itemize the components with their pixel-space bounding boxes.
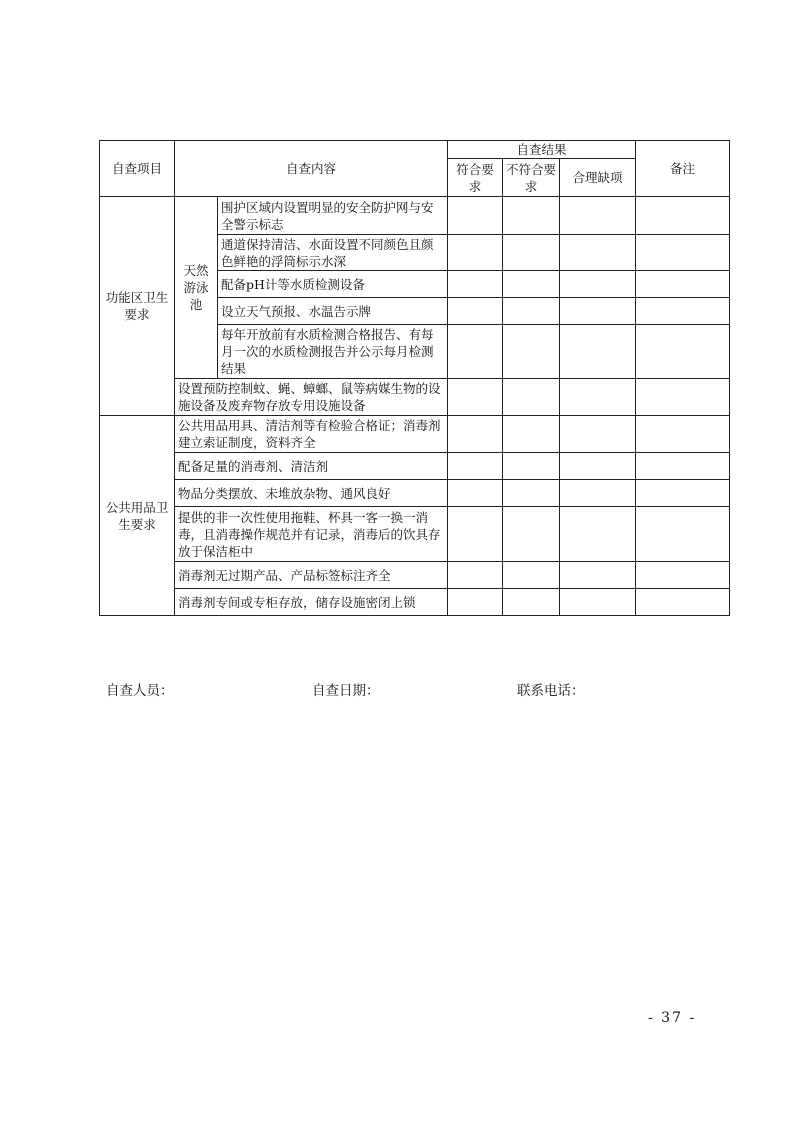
check-item: 通道保持清洁、水面设置不同颜色且颜色鲜艳的浮筒标示水深 (218, 235, 448, 271)
missing-cell[interactable] (560, 453, 636, 480)
conform-cell[interactable] (448, 197, 503, 235)
nonconform-cell[interactable] (503, 271, 560, 298)
check-item: 消毒剂专间或专柜存放，储存设施密闭上锁 (175, 589, 448, 616)
missing-cell[interactable] (560, 416, 636, 453)
conform-cell[interactable] (448, 453, 503, 480)
conform-cell[interactable] (448, 416, 503, 453)
header-content: 自查内容 (175, 141, 448, 197)
remark-cell[interactable] (636, 507, 730, 562)
table-row (100, 480, 730, 507)
nonconform-cell[interactable] (503, 379, 560, 416)
check-item: 公共用品用具、清洁剂等有检验合格证；消毒剂建立索证制度，资料齐全 (175, 416, 448, 453)
check-item: 提供的非一次性使用拖鞋、杯具一客一换一消毒，且消毒操作规范并有记录，消毒后的饮具存放于保洁柜中 (175, 507, 448, 562)
header-result: 自查结果 (448, 141, 636, 159)
header-missing: 合理缺项 (560, 159, 636, 197)
remark-cell[interactable] (636, 453, 730, 480)
table-row (100, 416, 730, 453)
missing-cell[interactable] (560, 507, 636, 562)
remark-cell[interactable] (636, 235, 730, 271)
conform-cell[interactable] (448, 379, 503, 416)
missing-cell[interactable] (560, 325, 636, 379)
table-row (100, 562, 730, 589)
missing-cell[interactable] (560, 235, 636, 271)
conform-cell[interactable] (448, 235, 503, 271)
missing-cell[interactable] (560, 562, 636, 589)
check-item: 每年开放前有水质检测合格报告、有每月一次的水质检测报告并公示每月检测结果 (218, 325, 448, 379)
header-nonconform: 不符合要求 (503, 159, 560, 197)
inspector-label: 自查人员： (106, 683, 174, 699)
nonconform-cell[interactable] (503, 298, 560, 325)
phone-label: 联系电话： (517, 683, 585, 699)
remark-cell[interactable] (636, 589, 730, 616)
conform-cell[interactable] (448, 562, 503, 589)
table-row (100, 589, 730, 616)
header-conform: 符合要求 (448, 159, 503, 197)
missing-cell[interactable] (560, 589, 636, 616)
missing-cell[interactable] (560, 379, 636, 416)
check-item: 物品分类摆放、未堆放杂物、通风良好 (175, 480, 448, 507)
remark-cell[interactable] (636, 271, 730, 298)
page-number: - 37 - (648, 1010, 697, 1026)
check-item: 围护区域内设置明显的安全防护网与安全警示标志 (218, 197, 448, 235)
section-label: 公共用品卫生要求 (100, 416, 175, 616)
conform-cell[interactable] (448, 271, 503, 298)
nonconform-cell[interactable] (503, 507, 560, 562)
missing-cell[interactable] (560, 480, 636, 507)
conform-cell[interactable] (448, 325, 503, 379)
table-row (100, 197, 730, 235)
nonconform-cell[interactable] (503, 197, 560, 235)
check-item: 设置预防控制蚊、蝇、蟑螂、鼠等病媒生物的设施设备及废弃物存放专用设施设备 (175, 379, 448, 416)
remark-cell[interactable] (636, 298, 730, 325)
nonconform-cell[interactable] (503, 453, 560, 480)
date-label: 自查日期： (312, 683, 380, 699)
remark-cell[interactable] (636, 480, 730, 507)
table-row (100, 453, 730, 480)
nonconform-cell[interactable] (503, 589, 560, 616)
missing-cell[interactable] (560, 197, 636, 235)
conform-cell[interactable] (448, 298, 503, 325)
sub-section-label: 天然游泳池 (175, 197, 218, 379)
conform-cell[interactable] (448, 589, 503, 616)
check-item: 配备足量的消毒剂、清洁剂 (175, 453, 448, 480)
conform-cell[interactable] (448, 507, 503, 562)
nonconform-cell[interactable] (503, 562, 560, 589)
remark-cell[interactable] (636, 416, 730, 453)
remark-cell[interactable] (636, 325, 730, 379)
nonconform-cell[interactable] (503, 416, 560, 453)
remark-cell[interactable] (636, 379, 730, 416)
conform-cell[interactable] (448, 480, 503, 507)
header-item: 自查项目 (100, 141, 175, 197)
check-item: 配备pH计等水质检测设备 (218, 271, 448, 298)
check-item: 消毒剂无过期产品、产品标签标注齐全 (175, 562, 448, 589)
table-row (100, 379, 730, 416)
nonconform-cell[interactable] (503, 480, 560, 507)
missing-cell[interactable] (560, 298, 636, 325)
header-remark: 备注 (636, 141, 730, 197)
table-row (100, 507, 730, 562)
self-check-table (99, 140, 730, 616)
remark-cell[interactable] (636, 562, 730, 589)
check-item: 设立天气预报、水温告示牌 (218, 298, 448, 325)
nonconform-cell[interactable] (503, 235, 560, 271)
nonconform-cell[interactable] (503, 325, 560, 379)
section-label: 功能区卫生要求 (100, 197, 175, 416)
remark-cell[interactable] (636, 197, 730, 235)
missing-cell[interactable] (560, 271, 636, 298)
